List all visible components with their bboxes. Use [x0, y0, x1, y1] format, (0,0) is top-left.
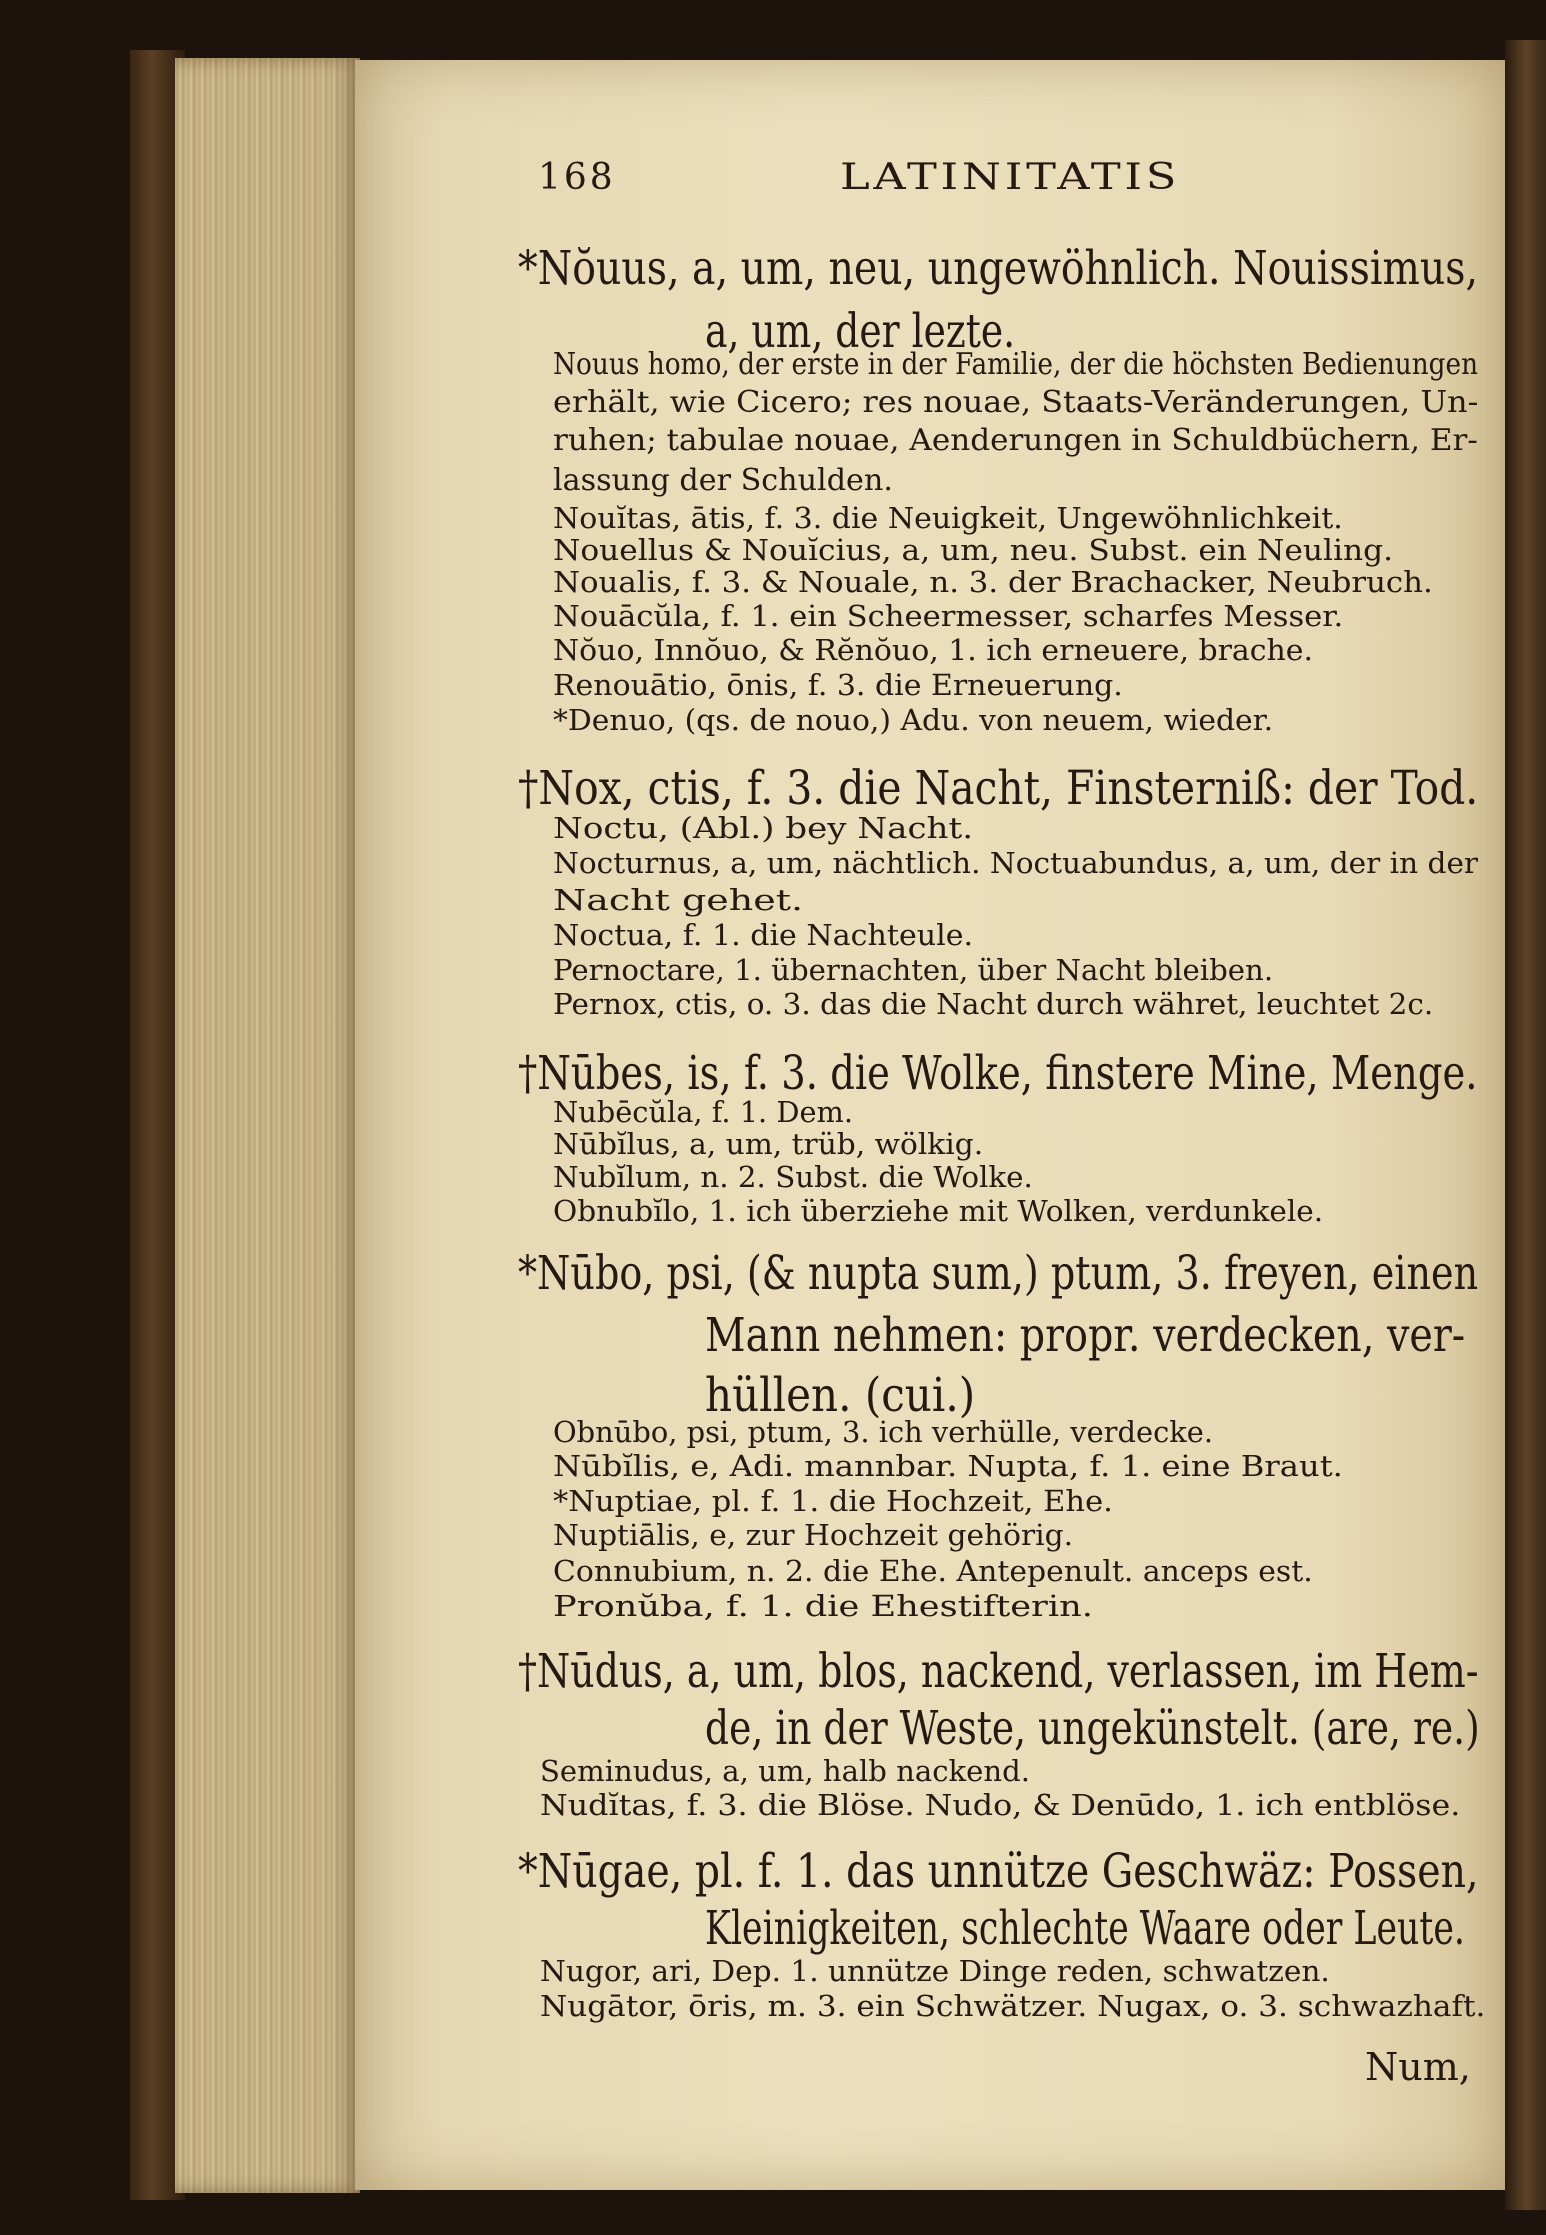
- entry-line: Mann nehmen: propr. verdecken, ver-: [705, 1308, 1466, 1363]
- entry-line: †Nūbes, is, f. 3. die Wolke, finstere Mine, Menge.: [518, 1046, 1478, 1101]
- page-number: 168: [538, 157, 616, 198]
- entry-line: Pernoctare, 1. übernachten, über Nacht bleiben.: [553, 953, 1274, 987]
- entry-line: Seminudus, a, um, halb nackend.: [540, 1754, 1030, 1788]
- entry-line: de, in der Weste, ungekünstelt. (are, re.): [705, 1701, 1480, 1756]
- entry-line: Connubium, n. 2. die Ehe. Antepenult. anceps est.: [553, 1554, 1313, 1588]
- entry-line: Nūbĭlus, a, um, trüb, wölkig.: [553, 1127, 984, 1161]
- entry-line: hüllen. (cui.): [705, 1368, 976, 1423]
- entry-line: Obnubĭlo, 1. ich überziehe mit Wolken, verdunkele.: [553, 1194, 1324, 1228]
- entry-line: Pronŭba, f. 1. die Ehestifterin.: [553, 1589, 1093, 1623]
- page-edges: [175, 58, 360, 2193]
- entry-line: Nubēcŭla, f. 1. Dem.: [553, 1095, 854, 1129]
- entry-line: Nocturnus, a, um, nächtlich. Noctuabundus, a, um, der in der: [553, 846, 1479, 880]
- entry-line: Nouus homo, der erste in der Familie, der die höchsten Bedienungen: [553, 347, 1479, 382]
- entry-line: erhält, wie Cicero; res nouae, Staats-Veränderungen, Un-: [553, 385, 1479, 420]
- entry-line: Kleinigkeiten, schlechte Waare oder Leute.: [705, 1901, 1465, 1956]
- entry-line: Nouĭtas, ātis, f. 3. die Neuigkeit, Ungewöhnlichkeit.: [553, 501, 1343, 535]
- entry-line: a, um, der lezte.: [705, 304, 1016, 359]
- entry-line: Obnūbo, psi, ptum, 3. ich verhülle, verdecke.: [553, 1415, 1214, 1449]
- entry-line: †Nox, ctis, f. 3. die Nacht, Finsterniß: der Tod.: [518, 761, 1479, 816]
- entry-line: Nūbĭlis, e, Adi. mannbar. Nupta, f. 1. eine Braut.: [553, 1449, 1343, 1483]
- running-header: LATINITATIS: [840, 157, 1181, 198]
- entry-line: *Nuptiae, pl. f. 1. die Hochzeit, Ehe.: [553, 1484, 1113, 1518]
- entry-line: ruhen; tabulae nouae, Aenderungen in Schuldbüchern, Er-: [553, 423, 1478, 458]
- entry-line: *Nŏuus, a, um, neu, ungewöhnlich. Nouissimus,: [518, 241, 1479, 296]
- book-binding-right: [1505, 40, 1546, 2210]
- entry-line: Nugor, ari, Dep. 1. unnütze Dinge reden, schwatzen.: [540, 1954, 1330, 1988]
- catchword: Num,: [1365, 2045, 1471, 2089]
- entry-line: *Nūbo, psi, (& nupta sum,) ptum, 3. freyen, einen: [518, 1246, 1479, 1301]
- entry-line: Nugātor, ōris, m. 3. ein Schwätzer. Nugax, o. 3. schwazhaft.: [540, 1989, 1486, 2023]
- entry-line: Nouellus & Nouĭcius, a, um, neu. Subst. ein Neuling.: [553, 533, 1394, 567]
- entry-line: Renouātio, ōnis, f. 3. die Erneuerung.: [553, 668, 1123, 702]
- entry-line: Nouācŭla, f. 1. ein Scheermesser, scharfes Messer.: [553, 599, 1344, 633]
- entry-line: Pernox, ctis, o. 3. das die Nacht durch währet, leuchtet 2c.: [553, 987, 1434, 1021]
- entry-line: Nubĭlum, n. 2. Subst. die Wolke.: [553, 1160, 1033, 1194]
- entry-line: Nacht gehet.: [553, 883, 804, 917]
- entry-line: Nŏuo, Innŏuo, & Rĕnŏuo, 1. ich erneuere, brache.: [553, 633, 1314, 667]
- entry-line: lassung der Schulden.: [553, 463, 893, 498]
- entry-line: *Denuo, (qs. de nouo,) Adu. von neuem, wieder.: [553, 703, 1274, 737]
- entry-line: †Nūdus, a, um, blos, nackend, verlassen, im Hem-: [518, 1644, 1479, 1699]
- entry-line: Noualis, f. 3. & Nouale, n. 3. der Brachacker, Neubruch.: [553, 565, 1433, 599]
- entry-line: Nuptiālis, e, zur Hochzeit gehörig.: [553, 1518, 1074, 1552]
- entry-line: Noctu, (Abl.) bey Nacht.: [553, 811, 974, 845]
- entry-line: Nudĭtas, f. 3. die Blöse. Nudo, & Denūdo, 1. ich entblöse.: [540, 1788, 1461, 1822]
- entry-line: *Nūgae, pl. f. 1. das unnütze Geschwäz: Possen,: [518, 1844, 1479, 1899]
- entry-line: Noctua, f. 1. die Nachteule.: [553, 918, 974, 952]
